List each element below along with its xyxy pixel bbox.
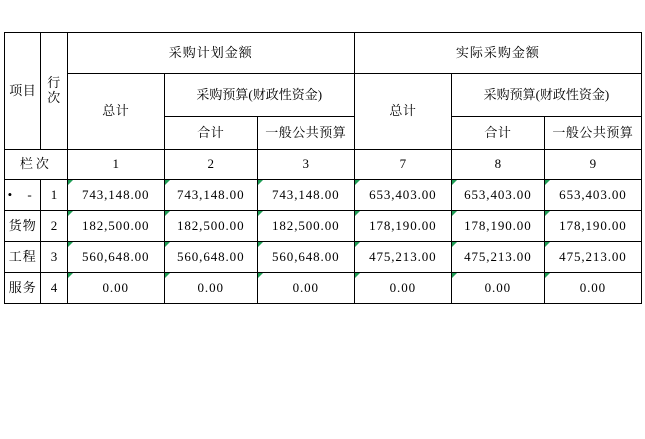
procurement-table [4,32,642,304]
cell-value: 743,148.00 [164,180,257,211]
cell-value: 178,190.00 [451,211,544,242]
cell-value: 0.00 [544,273,641,304]
cell-value: 178,190.00 [544,211,641,242]
cell-value: 178,190.00 [354,211,451,242]
row-index: 3 [41,242,67,273]
cell-value: 0.00 [257,273,354,304]
header-row-index: 行次 [41,33,67,150]
cell-value: 560,648.00 [67,242,164,273]
column-number-3: 3 [257,150,354,180]
cell-value: 182,500.00 [257,211,354,242]
column-number-7: 7 [354,150,451,180]
header-actual-general-public-budget: 一般公共预算 [544,117,641,150]
cell-value: 182,500.00 [67,211,164,242]
cell-value: 0.00 [354,273,451,304]
table-row [5,211,642,242]
table-row [5,273,642,304]
row-label: 服务 [5,273,41,304]
table-row [5,180,642,211]
column-number-8: 8 [451,150,544,180]
header-actual-group: 实际采购金额 [354,33,641,74]
header-plan-budget-group: 采购预算(财政性资金) [164,74,354,117]
cell-value: 0.00 [67,273,164,304]
column-number-2: 2 [164,150,257,180]
header-plan-group: 采购计划金额 [67,33,354,74]
cell-value: 182,500.00 [164,211,257,242]
row-index: 1 [41,180,67,211]
row-label: 工程 [5,242,41,273]
column-label: 栏次 [5,150,68,180]
row-index: 4 [41,273,67,304]
cell-value: 653,403.00 [544,180,641,211]
cell-value: 653,403.00 [354,180,451,211]
table-header-row-2 [5,74,642,117]
cell-value: 475,213.00 [544,242,641,273]
cell-value: 743,148.00 [257,180,354,211]
row-label: • - [5,180,41,211]
header-plan-subtotal: 合计 [164,117,257,150]
column-number-9: 9 [544,150,641,180]
cell-value: 0.00 [164,273,257,304]
table-header-row-1 [5,33,642,74]
cell-value: 560,648.00 [164,242,257,273]
cell-value: 475,213.00 [451,242,544,273]
header-actual-budget-group: 采购预算(财政性资金) [451,74,641,117]
cell-value: 743,148.00 [67,180,164,211]
header-actual-subtotal: 合计 [451,117,544,150]
row-label: 货物 [5,211,41,242]
cell-value: 560,648.00 [257,242,354,273]
column-number-1: 1 [67,150,164,180]
cell-value: 475,213.00 [354,242,451,273]
column-number-row [5,150,642,180]
header-plan-general-public-budget: 一般公共预算 [257,117,354,150]
header-item: 项目 [5,33,41,150]
cell-value: 653,403.00 [451,180,544,211]
header-plan-total: 总计 [67,74,164,150]
cell-value: 0.00 [451,273,544,304]
row-index: 2 [41,211,67,242]
table-row [5,242,642,273]
header-actual-total: 总计 [354,74,451,150]
